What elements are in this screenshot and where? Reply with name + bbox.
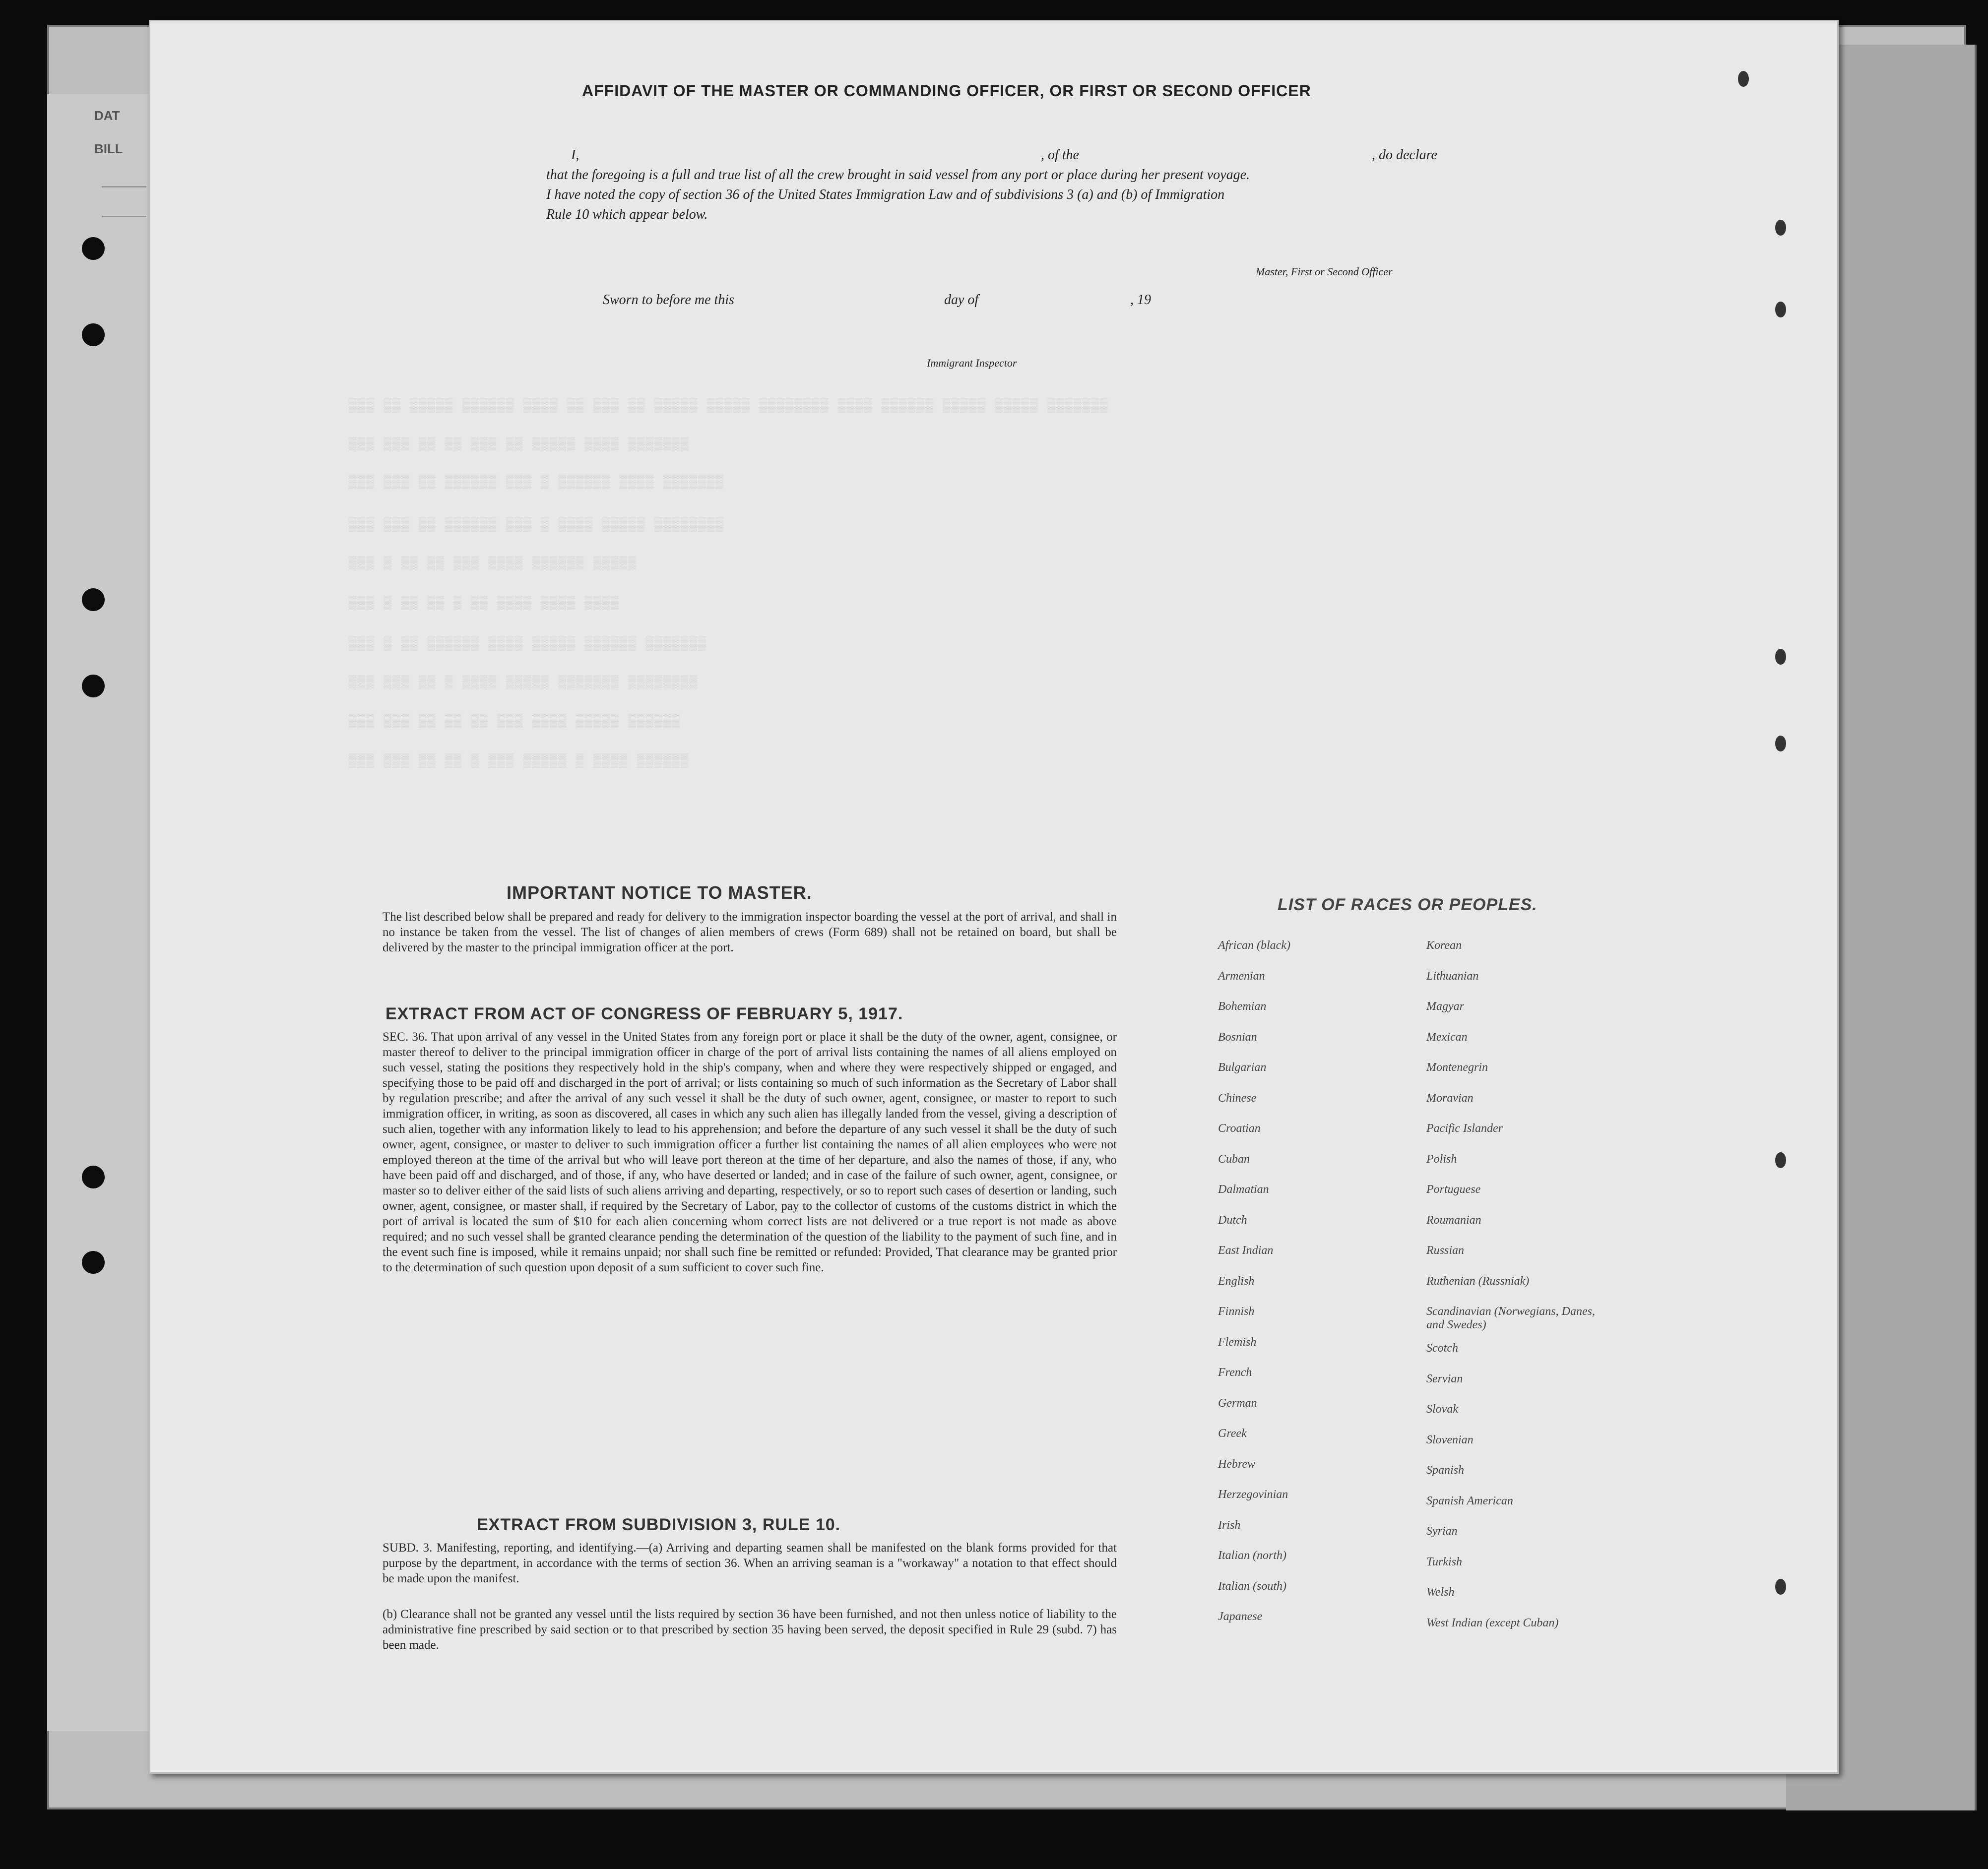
race-entry: Bohemian [1218,1000,1267,1013]
race-entry: Polish [1426,1152,1457,1166]
crew-list-page [149,20,1839,1774]
race-entry: Herzegovinian [1218,1488,1288,1501]
edge-label-bill: BILL [94,141,123,156]
bleed-through: ▒▒▒ ▒ ▒▒ ▒▒▒▒▒▒ ▒▒▒▒ ▒▒▒▒▒ ▒▒▒▒▒▒ ▒▒▒▒▒▒▒ [349,636,707,651]
affidavit-line2: that the foregoing is a full and true list of all the crew brought in said vessel from any port or place during her present voyage. [546,167,1250,183]
affidavit-title: AFFIDAVIT OF THE MASTER OR COMMANDING OFFICER, OR FIRST OR SECOND OFFICER [582,82,1311,100]
year-text: , 19 [1130,292,1151,308]
race-entry: Spanish American [1426,1494,1513,1507]
binder-hole [82,675,105,697]
race-entry: Syrian [1426,1525,1458,1538]
day-of-text: day of [944,292,979,308]
race-entry: Armenian [1218,969,1265,983]
race-entry: Turkish [1426,1555,1463,1568]
page-mark [1775,220,1786,236]
race-entry: Magyar [1426,1000,1464,1013]
race-entry: Mexican [1426,1030,1468,1044]
affidavit-line3: I have noted the copy of section 36 of the United States Immigration Law and of subdivisions 3 (a) and (b) of Immigration [546,187,1225,202]
race-entry: Russian [1426,1244,1465,1257]
race-entry: Moravian [1426,1091,1474,1105]
edge-rule [102,186,146,187]
notice-heading: IMPORTANT NOTICE TO MASTER. [507,882,812,903]
race-entry: Dalmatian [1218,1183,1269,1196]
bleed-through: ▒▒▒ ▒▒ ▒▒▒▒▒ ▒▒▒▒▒▒ ▒▒▒▒ ▒▒ ▒▒▒ ▒▒ ▒▒▒▒▒ ▒▒▒▒▒ ▒▒▒▒▒▒▒▒ ▒▒▒▒ ▒▒▒▒▒▒ ▒▒▒▒▒ ▒▒▒▒▒ ▒▒▒▒▒▒▒ [349,398,1109,413]
race-entry: Japanese [1218,1610,1263,1623]
race-entry: Spanish [1426,1464,1465,1477]
underlying-page-left [47,94,161,1731]
race-entry: Roumanian [1426,1213,1481,1227]
race-entry: Bulgarian [1218,1061,1267,1074]
race-entry: Lithuanian [1426,969,1479,983]
binder-hole [82,323,105,346]
edge-label-date: DAT [94,108,120,123]
sworn-text: Sworn to before me this [603,292,734,308]
page-mark [1775,736,1786,751]
race-entry: Hebrew [1218,1457,1256,1471]
binder-hole [82,1251,105,1274]
binder-hole [82,1166,105,1188]
bleed-through: ▒▒▒ ▒ ▒▒ ▒▒ ▒▒▒ ▒▒▒▒ ▒▒▒▒▒▒ ▒▒▒▒▒ [349,556,637,571]
race-entry: Bosnian [1218,1030,1257,1044]
race-entry: African (black) [1218,939,1290,952]
race-entry: Scotch [1426,1342,1458,1355]
page-mark [1775,1579,1786,1595]
binder-hole [82,237,105,260]
race-entry: Croatian [1218,1122,1261,1135]
page-mark [1738,71,1749,87]
inspector-label: Immigrant Inspector [927,357,1017,369]
affidavit-of-the: , of the [1041,147,1079,163]
race-entry: Slovenian [1426,1433,1474,1446]
race-entry: Chinese [1218,1091,1257,1105]
race-entry: Korean [1426,939,1462,952]
race-entry: Welsh [1426,1586,1455,1599]
bleed-through: ▒▒▒ ▒▒▒ ▒▒ ▒▒ ▒▒▒ ▒▒ ▒▒▒▒▒ ▒▒▒▒ ▒▒▒▒▒▒▒ [349,437,690,452]
bleed-through: ▒▒▒ ▒▒▒ ▒▒ ▒▒ ▒ ▒▒▒ ▒▒▒▒▒ ▒ ▒▒▒▒ ▒▒▒▒▒▒ [349,753,690,768]
edge-rule [102,216,146,217]
race-entry: Servian [1426,1372,1463,1385]
extract-rule-heading: EXTRACT FROM SUBDIVISION 3, RULE 10. [477,1515,841,1534]
race-entry: Greek [1218,1427,1247,1440]
bleed-through: ▒▒▒ ▒▒▒ ▒▒ ▒▒▒▒▒▒ ▒▒▒ ▒ ▒▒▒▒ ▒▒▒▒▒ ▒▒▒▒▒▒▒▒ [349,517,724,532]
bleed-through: ▒▒▒ ▒▒▒ ▒▒ ▒▒ ▒▒ ▒▒▒ ▒▒▒▒ ▒▒▒▒▒ ▒▒▒▒▒▒ [349,714,681,729]
extract-act-text: SEC. 36. That upon arrival of any vessel in the United States from any foreign port or place it shall be the duty of the owner, agent, consignee, or master thereof to deliver to the principal immigration officer in charge of the port of arrival lists containing the names of all aliens employed on such vessel, stating the positions they respectively hold in the ship's company, when and where they were respectively shipped or engaged, and specifying those to be paid off and discharged in the port of arrival; or lists containing so much of such information as the Secretary of Labor shall by regulation prescribe; and after the arrival of any such vessel it shall be the duty of such owner, agent, consignee, or master to report to such immigration officer, in writing, as soon as discovered, all cases in which any such alien has illegally landed from the vessel, giving a description of such alien, together with any information likely to lead to his apprehension; and before the departure of any such vessel it shall be the duty of such owner, agent, consignee, or master to deliver to such immigration officer a further list containing the names of all alien employees who were not employed thereon at the time of the arrival but who will leave port thereon at the time of her departure, and also the names of those, if any, who have been paid off and discharged, and of those, if any, who have deserted or landed; and in case of the failure of such owner, agent, consignee, or master so to deliver either of the said lists of such aliens arriving and departing, respectively, or so to report such cases of desertion or landing, such owner, agent, consignee, or master shall, if required by the Secretary of Labor, pay to the collector of customs of the customs district in which the port of arrival is located the sum of $10 for each alien concerning whom correct lists are not delivered or a true report is not made as above required; and no such vessel shall be granted clearance pending the determination of the question of the liability to the payment of such fine, and in the event such fine is imposed, while it remains unpaid; nor shall such fine be remitted or refunded: Provided, That clearance may be granted prior to the determination of such question upon deposit of a sum sufficient to cover such fine. [383,1030,1117,1274]
race-entry: Pacific Islander [1426,1122,1503,1135]
race-entry: East Indian [1218,1244,1274,1257]
race-entry: Montenegrin [1426,1061,1488,1074]
race-entry: French [1218,1366,1252,1379]
page-mark [1775,302,1786,317]
race-entry: Ruthenian (Russniak) [1426,1274,1530,1288]
race-entry: West Indian (except Cuban) [1426,1616,1559,1629]
affidavit-do-declare: , do declare [1372,147,1437,163]
bleed-through: ▒▒▒ ▒ ▒▒ ▒▒ ▒ ▒▒ ▒▒▒▒ ▒▒▒▒ ▒▒▒▒ [349,596,620,611]
affidavit-i: I, [571,147,579,163]
bleed-through: ▒▒▒ ▒▒▒ ▒▒ ▒ ▒▒▒▒ ▒▒▒▒▒ ▒▒▒▒▒▒▒ ▒▒▒▒▒▒▒▒ [349,675,699,690]
race-entry: Italian (south) [1218,1579,1286,1593]
master-signature-label: Master, First or Second Officer [1256,265,1393,278]
race-entry: Italian (north) [1218,1549,1286,1562]
extract-rule-text-b: (b) Clearance shall not be granted any vessel until the lists required by section 36 have been furnished, and not then unless notice of liability to the administrative fine prescribed by said section or to that prescribed by section 35 having been served, the deposit specified in Rule 29 (subd. 7) has been made. [383,1608,1117,1652]
extract-act-heading: EXTRACT FROM ACT OF CONGRESS OF FEBRUARY 5, 1917. [385,1004,903,1023]
binder-hole [82,588,105,611]
page-mark [1775,1152,1786,1168]
race-entry: Flemish [1218,1335,1257,1349]
notice-text: The list described below shall be prepared and ready for delivery to the immigration inspector boarding the vessel at the port of arrival, and shall in no instance be taken from the vessel. The list of changes of alien members of crews (Form 689) shall not be retained on board, but shall be delivered by the master to the principal immigration officer at the port. [383,910,1117,954]
extract-rule-text-a: SUBD. 3. Manifesting, reporting, and identifying.—(a) Arriving and departing seamen shall be manifested on the blank forms provided for that purpose by the department, in accordance with the terms of section 36. When an arriving seaman is a "workaway" a notation to that effect should be made upon the manifest. [383,1541,1117,1585]
race-entry: Cuban [1218,1152,1250,1166]
races-heading: LIST OF RACES OR PEOPLES. [1278,895,1538,914]
race-entry: German [1218,1396,1257,1410]
race-entry: Irish [1218,1518,1241,1532]
bleed-through: ▒▒▒ ▒▒▒ ▒▒ ▒▒▒▒▒▒ ▒▒▒ ▒ ▒▒▒▒▒▒ ▒▒▒▒ ▒▒▒▒▒▒▒ [349,475,724,490]
race-entry: Scandinavian (Norwegians, Danes, and Swedes) [1426,1305,1595,1331]
race-entry: Slovak [1426,1403,1458,1416]
race-entry: Finnish [1218,1305,1255,1318]
affidavit-line4: Rule 10 which appear below. [546,207,708,222]
race-entry: Portuguese [1426,1183,1481,1196]
race-entry: Dutch [1218,1213,1247,1227]
race-entry: English [1218,1274,1255,1288]
page-mark [1775,649,1786,665]
